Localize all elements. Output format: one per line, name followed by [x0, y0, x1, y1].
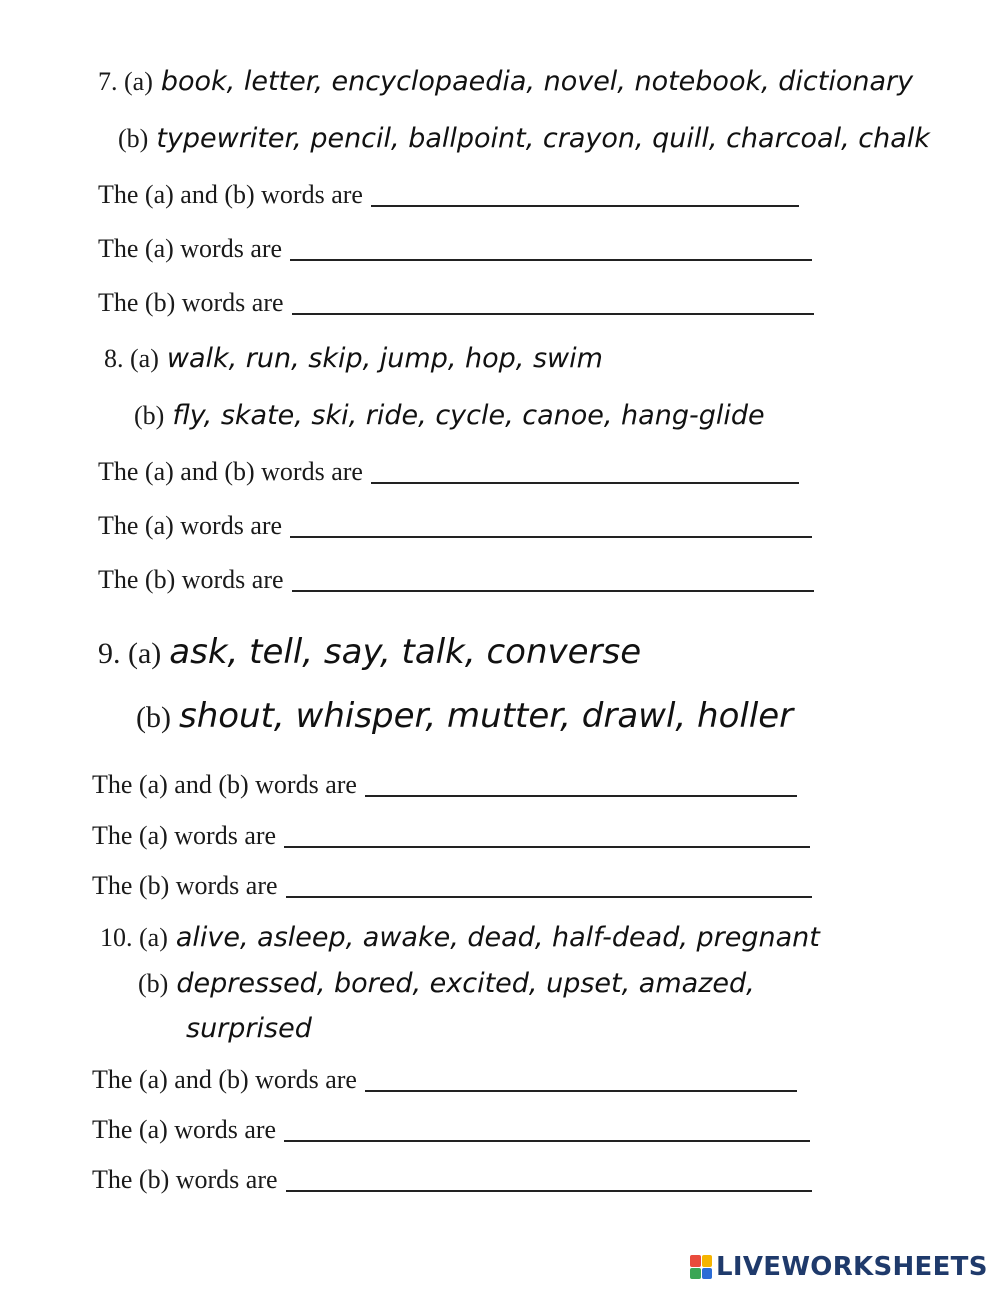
q8-answer-ab-blank[interactable] — [371, 482, 799, 484]
q8-answer-a-label: The (a) words are — [98, 511, 283, 540]
q7-answer-b-blank[interactable] — [292, 313, 814, 315]
q9-answer-ab-row — [92, 770, 797, 800]
q7-b-words: typewriter, pencil, ballpoint, crayon, quill, charcoal, chalk — [156, 123, 930, 154]
q10-a-prefix: 10. (a) — [100, 923, 168, 952]
q9-answer-b-blank[interactable] — [286, 896, 812, 898]
q9-a-prefix: 9. (a) — [98, 637, 162, 670]
q8-answer-b-input[interactable] — [292, 560, 814, 590]
q10-answer-b-label: The (b) words are — [92, 1165, 278, 1194]
q8-b-line — [134, 400, 765, 431]
q8-answer-ab-label: The (a) and (b) words are — [98, 457, 363, 486]
q9-answer-b-input[interactable] — [286, 866, 812, 896]
q10-a-words: alive, asleep, awake, dead, half-dead, pregnant — [175, 922, 820, 953]
q10-answer-b-row — [92, 1165, 812, 1195]
q8-answer-ab-row — [98, 457, 799, 487]
q9-answer-b-label: The (b) words are — [92, 871, 278, 900]
q10-a-line — [100, 922, 820, 953]
q10-answer-a-label: The (a) words are — [92, 1115, 277, 1144]
q10-b-line-continued — [186, 1013, 312, 1044]
q7-answer-b-label: The (b) words are — [98, 288, 284, 317]
q7-a-words: book, letter, encyclopaedia, novel, notebook, dictionary — [160, 66, 914, 97]
q9-answer-a-input[interactable] — [284, 816, 810, 846]
q10-answer-ab-label: The (a) and (b) words are — [92, 1065, 357, 1094]
q7-answer-b-row — [98, 288, 814, 318]
q9-b-prefix: (b) — [136, 701, 171, 734]
q8-answer-ab-input[interactable] — [371, 452, 799, 482]
q7-answer-b-input[interactable] — [292, 283, 814, 313]
q7-answer-a-label: The (a) words are — [98, 234, 283, 263]
q9-answer-a-row — [92, 821, 810, 851]
q7-b-line — [118, 123, 930, 154]
q7-answer-ab-label: The (a) and (b) words are — [98, 180, 363, 209]
q10-answer-b-blank[interactable] — [286, 1190, 812, 1192]
q7-answer-a-blank[interactable] — [290, 259, 812, 261]
q9-answer-ab-input[interactable] — [365, 765, 797, 795]
q7-answer-ab-row — [98, 180, 799, 210]
q10-answer-ab-input[interactable] — [365, 1060, 797, 1090]
q8-a-line — [104, 343, 603, 374]
q9-a-line — [98, 632, 641, 672]
liveworksheets-brand — [690, 1252, 988, 1282]
q7-answer-a-input[interactable] — [290, 229, 812, 259]
q7-a-prefix: 7. (a) — [98, 67, 153, 96]
q9-answer-a-label: The (a) words are — [92, 821, 277, 850]
q7-answer-a-row — [98, 234, 812, 264]
q9-answer-ab-blank[interactable] — [365, 795, 797, 797]
liveworksheets-logo-icon — [690, 1255, 712, 1279]
q8-answer-a-blank[interactable] — [290, 536, 812, 538]
q10-answer-a-row — [92, 1115, 810, 1145]
q10-b-words-line1: depressed, bored, excited, upset, amazed, — [176, 968, 755, 999]
q8-b-prefix: (b) — [134, 401, 165, 430]
q8-answer-b-blank[interactable] — [292, 590, 814, 592]
q8-answer-a-input[interactable] — [290, 506, 812, 536]
q9-b-line — [136, 696, 793, 736]
q10-answer-a-blank[interactable] — [284, 1140, 810, 1142]
q8-answer-b-row — [98, 565, 814, 595]
q10-answer-ab-row — [92, 1065, 797, 1095]
q8-a-words: walk, run, skip, jump, hop, swim — [166, 343, 603, 374]
q9-a-words: ask, tell, say, talk, converse — [169, 632, 642, 672]
q8-a-prefix: 8. (a) — [104, 344, 159, 373]
q7-answer-ab-blank[interactable] — [371, 205, 799, 207]
q10-b-line — [138, 968, 755, 999]
q10-b-words-line2: surprised — [186, 1013, 312, 1044]
q10-answer-b-input[interactable] — [286, 1160, 812, 1190]
q7-a-line — [98, 66, 913, 97]
q7-answer-ab-input[interactable] — [371, 175, 799, 205]
q10-answer-ab-blank[interactable] — [365, 1090, 797, 1092]
brand-name: LIVEWORKSHEETS — [716, 1252, 988, 1282]
q8-answer-a-row — [98, 511, 812, 541]
q9-b-words: shout, whisper, mutter, drawl, holler — [178, 696, 794, 736]
q9-answer-b-row — [92, 871, 812, 901]
q9-answer-ab-label: The (a) and (b) words are — [92, 770, 357, 799]
q7-b-prefix: (b) — [118, 124, 149, 153]
q10-answer-a-input[interactable] — [284, 1110, 810, 1140]
q10-b-prefix: (b) — [138, 969, 169, 998]
q8-b-words: fly, skate, ski, ride, cycle, canoe, hang-glide — [172, 400, 765, 431]
q8-answer-b-label: The (b) words are — [98, 565, 284, 594]
q9-answer-a-blank[interactable] — [284, 846, 810, 848]
